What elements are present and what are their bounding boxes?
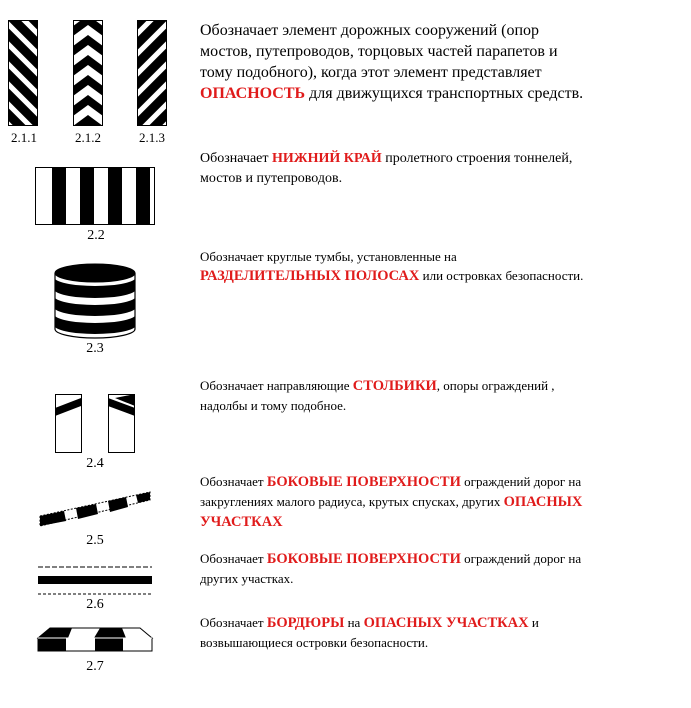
marking-2-5-figure	[38, 490, 152, 532]
highlight-term: ОПАСНЫХ УЧАСТКАХ	[363, 615, 529, 631]
description-text: Обозначает	[200, 474, 267, 489]
highlight-term: БОКОВЫЕ ПОВЕРХНОСТИ	[266, 551, 461, 567]
highlight-term: НИЖНИЙ КРАЙ	[272, 151, 382, 166]
marking-2-1-2-figure	[73, 20, 103, 126]
marking-2-4-figure	[55, 394, 135, 454]
marking-description-2-4	[200, 376, 585, 415]
description-text: Обозначает	[200, 551, 267, 566]
marking-description-2-3	[200, 247, 585, 286]
description-text: ограждений дорог на других участках.	[200, 551, 582, 586]
description-text: Обозначает	[200, 151, 272, 166]
description-text: и возвышающиеся островки безопасности.	[200, 615, 539, 650]
marking-2-7-figure	[38, 628, 152, 658]
chevron-stripes	[69, 20, 107, 134]
diagonal-stripes	[107, 0, 207, 174]
marking-2-1-1-figure	[8, 20, 38, 126]
marking-label: 2.1.3	[139, 130, 165, 145]
description-text: Обозначает	[200, 615, 267, 630]
highlight-term: РАЗДЕЛИТЕЛЬНЫХ ПОЛОСАХ	[200, 268, 420, 284]
highlight-term: БОКОВЫЕ ПОВЕРХНОСТИ	[266, 474, 461, 490]
highlight-term: БОРДЮРЫ	[266, 615, 345, 631]
highlight-term: СТОЛБИКИ	[352, 378, 437, 394]
marking-2-1-3-figure	[137, 20, 167, 126]
marking-description-2-5	[200, 472, 590, 532]
description-text: Обозначает элемент дорожных сооружений (опор мостов, путепроводов, торцовых частей парапетов и тому подобного), когда этот элемент представляет	[200, 22, 558, 81]
marking-2-6-figure	[38, 566, 152, 596]
marking-label: 2.1.2	[75, 130, 101, 145]
description-text: для движущихся транспортных средств.	[305, 85, 584, 102]
highlight-term: ОПАСНОСТЬ	[200, 85, 306, 102]
marking-label: 2.4	[86, 456, 104, 471]
description-text: ограждений дорог на закруглениях малого радиуса, крутых спусках, других	[200, 474, 582, 509]
marking-description-2-6	[200, 549, 585, 588]
marking-description-2-2	[200, 149, 580, 189]
description-text: Обозначает направляющие	[200, 378, 353, 393]
marking-label: 2.3	[86, 341, 104, 356]
post-right	[108, 394, 135, 453]
diagonal-stripes	[0, 0, 68, 174]
marking-label: 2.6	[86, 597, 104, 612]
marking-label: 2.1.1	[11, 130, 37, 145]
marking-description-2-1	[200, 20, 585, 104]
highlight-term: ОПАСНЫХ УЧАСТКАХ	[200, 494, 583, 530]
description-text: на	[344, 615, 364, 630]
marking-label: 2.5	[86, 533, 104, 548]
marking-label: 2.7	[86, 659, 104, 674]
marking-2-2-figure	[35, 167, 155, 225]
marking-label: 2.2	[87, 228, 105, 243]
description-text: пролетного строения тоннелей, мостов и путепроводов.	[200, 151, 573, 186]
post-left	[55, 395, 82, 453]
description-text: Обозначает круглые тумбы, установленные на	[200, 249, 457, 264]
marking-2-3-figure	[54, 263, 136, 339]
description-text: , опоры ограждений , надолбы и тому подобное.	[200, 378, 555, 413]
description-text: или островках безопасности.	[419, 268, 584, 283]
marking-description-2-7	[200, 613, 585, 652]
